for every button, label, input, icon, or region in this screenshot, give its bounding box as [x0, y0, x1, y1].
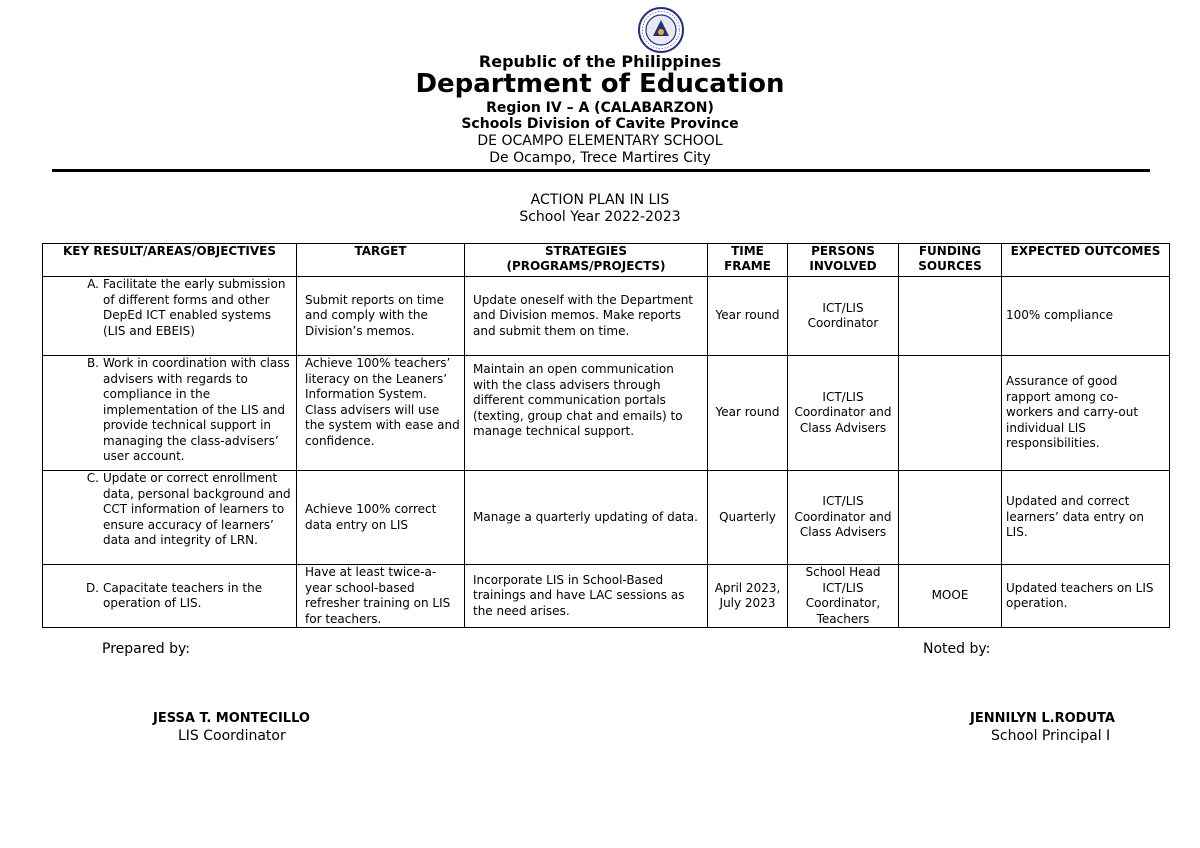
persons-cell: ICT/LIS Coordinator and Class Advisers: [788, 471, 899, 565]
objective-letter: B.: [86, 356, 99, 370]
funding-cell: [899, 356, 1002, 471]
header-region: Region IV – A (CALABARZON): [486, 100, 714, 116]
header-divider: [52, 169, 1150, 172]
strategies-cell: Incorporate LIS in School-Based trainings and have LAC sessions as the need arises.: [465, 565, 708, 628]
persons-cell: ICT/LIS Coordinator and Class Advisers: [788, 356, 899, 471]
col-header-funding: FUNDING SOURCES: [899, 244, 1002, 277]
objective-letter: C.: [86, 471, 99, 485]
persons-cell: ICT/LIS Coordinator: [788, 277, 899, 356]
preparer-name: JESSA T. MONTECILLO: [153, 711, 310, 726]
table-header-row: [43, 244, 1170, 277]
header-division: Schools Division of Cavite Province: [461, 116, 739, 132]
objective-letter: A.: [87, 277, 99, 291]
noter-name: JENNILYN L.RODUTA: [970, 711, 1115, 726]
col-header-strategies: STRATEGIES (PROGRAMS/PROJECTS): [465, 244, 708, 277]
persons-cell: School Head ICT/LIS Coordinator, Teachers: [788, 565, 899, 628]
objective-text: Capacitate teachers in the operation of LIS.: [103, 580, 263, 610]
time-frame-cell: Quarterly: [708, 471, 788, 565]
preparer-position: LIS Coordinator: [178, 728, 286, 744]
table-row: [43, 356, 1170, 471]
header-school: DE OCAMPO ELEMENTARY SCHOOL: [477, 133, 723, 149]
col-header-target: TARGET: [297, 244, 465, 277]
col-header-time-frame: TIME FRAME: [708, 244, 788, 277]
objective-cell: [43, 471, 297, 565]
table-row: [43, 471, 1170, 565]
objective-letter: D.: [85, 580, 99, 595]
funding-cell: [899, 277, 1002, 356]
deped-seal-icon: [633, 6, 689, 54]
header-republic: Republic of the Philippines: [478, 52, 722, 71]
noted-by-label: Noted by:: [923, 641, 991, 657]
funding-cell: MOOE: [899, 565, 1002, 628]
target-cell: Achieve 100% correct data entry on LIS: [297, 471, 465, 565]
strategies-cell: Update oneself with the Department and Division memos. Make reports and submit them on time.: [465, 277, 708, 356]
document-title: ACTION PLAN IN LIS: [530, 192, 670, 208]
strategies-cell: Manage a quarterly updating of data.: [465, 471, 708, 565]
col-header-outcomes: EXPECTED OUTCOMES: [1002, 244, 1170, 277]
outcomes-cell: Updated teachers on LIS operation.: [1002, 565, 1170, 628]
target-cell: Achieve 100% teachers’ literacy on the Leaners’ Information System. Class advisers will use the system with ease and confidence.: [297, 356, 465, 471]
action-plan-table: [42, 243, 1170, 628]
objective-cell: [43, 565, 297, 628]
objective-cell: [43, 356, 297, 471]
objective-text: Facilitate the early submission of different forms and other DepEd ICT enabled systems (LIS and EBEIS): [103, 277, 286, 338]
prepared-by-label: Prepared by:: [102, 641, 190, 657]
header-department: Department of Education: [415, 69, 785, 99]
funding-cell: [899, 471, 1002, 565]
target-cell: Submit reports on time and comply with the Division’s memos.: [297, 277, 465, 356]
time-frame-cell: April 2023, July 2023: [708, 565, 788, 628]
objective-text: Work in coordination with class advisers with regards to compliance in the implementation of the LIS and provide technical support in managing the class-advisers’ user account.: [103, 356, 290, 463]
noter-position: School Principal I: [991, 728, 1111, 744]
strategies-cell: Maintain an open communication with the class advisers through different communication portals (texting, group chat and emails) to manage technical support.: [465, 356, 708, 471]
outcomes-cell: Updated and correct learners’ data entry on LIS.: [1002, 471, 1170, 565]
objective-cell: [43, 277, 297, 356]
col-header-objectives: KEY RESULT/AREAS/OBJECTIVES: [43, 244, 297, 277]
school-year: School Year 2022-2023: [519, 209, 681, 225]
table-row: [43, 277, 1170, 356]
header-address: De Ocampo, Trece Martires City: [489, 150, 711, 166]
col-header-persons: PERSONS INVOLVED: [788, 244, 899, 277]
objective-text: Update or correct enrollment data, personal background and CCT information of learners to ensure accuracy of learners’ data and integrity of LRN.: [103, 471, 291, 547]
time-frame-cell: Year round: [708, 356, 788, 471]
target-cell: Have at least twice-a-year school-based refresher training on LIS for teachers.: [297, 565, 465, 628]
table-row: [43, 565, 1170, 628]
time-frame-cell: Year round: [708, 277, 788, 356]
outcomes-cell: 100% compliance: [1002, 277, 1170, 356]
outcomes-cell: Assurance of good rapport among co-workers and carry-out individual LIS responsibilities.: [1002, 356, 1170, 471]
